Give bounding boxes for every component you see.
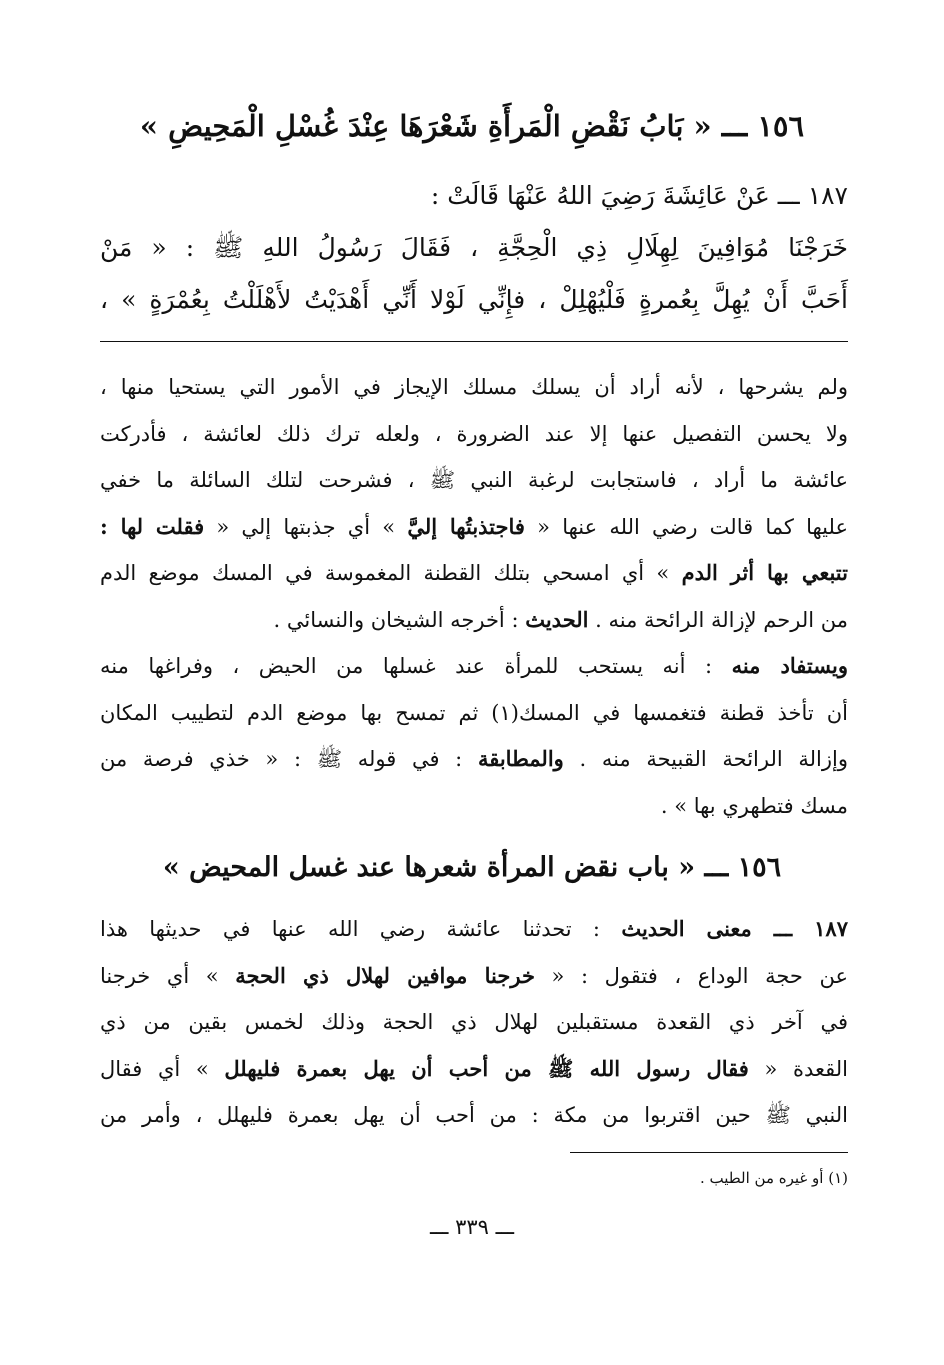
- text-line: [100, 1092, 848, 1139]
- text-segment: وإزالة الرائحة القبيحة منه .: [563, 747, 848, 771]
- explanation-text: [100, 906, 848, 1139]
- bold-phrase: ١٨٧ ـــ معنى الحديث: [621, 916, 848, 941]
- text-segment: : أخرجه الشيخان والنسائي .: [273, 607, 526, 632]
- text-segment: في آخر ذي القعدة مستقبلين لهلال ذي الحجة وذلك لخمس بقين من ذي: [100, 1010, 848, 1034]
- text-segment: » أي فقال: [100, 1056, 225, 1081]
- bold-phrase: فقال رسول الله ﷺ من أحب أن يهل بعمرة فليهلل: [224, 1055, 749, 1081]
- hadith-line: ١٨٧ ـــ عَنْ عَائِشَةَ رَضِيَ اللهُ عَنْهَا قَالَتْ :: [430, 181, 848, 210]
- text-segment: ولم يشرحها ، لأنه أراد أن يسلك مسلك الإيجاز في الأمور التي يستحيا منها ،: [100, 375, 848, 399]
- chapter-heading: ١٥٦ ـــ « باب نقض المرأة شعرها عند غسل المحيض »: [162, 852, 782, 883]
- bold-phrase: والمطابقة: [477, 746, 564, 771]
- bold-phrase: ويستفاد منه: [731, 653, 848, 678]
- text-line: [100, 364, 848, 411]
- text-line: [100, 597, 848, 644]
- text-line: [100, 736, 848, 783]
- footnote-divider: [570, 1152, 848, 1153]
- text-segment: من الرحم لإزالة الرائحة منه .: [588, 607, 848, 632]
- text-line: [100, 906, 848, 953]
- text-segment: : أنه يستحب للمرأة عند غسلها من الحيض ، وفراغها منه: [100, 654, 732, 678]
- text-segment: أن تأخذ قطنة فتغمسها في المسك(١) ثم تمسح بها موضع الدم لتطييب المكان: [100, 700, 848, 725]
- text-line: [100, 690, 848, 737]
- bold-phrase: فقلت لها :: [100, 513, 205, 539]
- hadith-text: [100, 170, 848, 326]
- text-segment: » أي خرجنا: [100, 963, 236, 988]
- hadith-line: أَحَبَّ أَنْ يُهِلَّ بِعُمرةٍ فَلْيُهْلِلْ ، فإِنِّي لَوْلا أَنِّي أَهْدَيْتُ لأَهْلَلْتُ بِعُمْرَةٍ » ،: [100, 285, 848, 314]
- text-segment: القعدة «: [748, 1056, 848, 1081]
- hadith-line: خَرَجْنَا مُوَافِينَ لِهِلَالِ ذِي الْحِجَّةِ ، فَقَالَ رَسُولُ اللهِ ﷺ : « مَنْ: [100, 233, 848, 262]
- text-line: [100, 1046, 848, 1093]
- text-segment: عن حجة الوداع ، فتقول : «: [534, 963, 848, 988]
- page-number: ـــ ٣٣٩ ـــ: [429, 1215, 515, 1239]
- chapter-heading-vocalized: ١٥٦ ـــ « بَابُ نَقْضِ الْمَرأَةِ شَعْرَهَا عِنْدَ غُسْلِ الْمَحِيضِ »: [139, 109, 805, 143]
- text-segment: عليها كما قالت رضي الله عنها «: [524, 514, 848, 539]
- bold-phrase: فاجتذبتُها إليَّ: [407, 513, 525, 539]
- text-segment: مسك فتطهري بها » .: [660, 793, 848, 818]
- text-line: [100, 999, 848, 1046]
- commentary-text: [100, 364, 848, 829]
- text-line: [100, 411, 848, 458]
- text-segment: : في قوله ﷺ : « خذي فرصة من: [100, 747, 478, 771]
- text-line: [100, 643, 848, 690]
- footnote: (١) أو غيره من الطيب .: [699, 1169, 848, 1187]
- text-line: [100, 550, 848, 597]
- text-line: [100, 504, 848, 551]
- text-line: [100, 783, 848, 830]
- text-line: [100, 457, 848, 504]
- bold-phrase: الحديث: [525, 606, 589, 632]
- bold-phrase: خرجنا موافين لهلال ذي الحجة: [235, 962, 535, 988]
- text-segment: ولا يحسن التفصيل عنها إلا عند الضرورة ، ولعله ترك ذلك لعائشة ، فأدركت: [100, 421, 848, 446]
- text-segment: النبي ﷺ حين اقتربوا من مكة : من أحب أن يهل بعمرة فليهلل ، وأمر من: [100, 1103, 848, 1127]
- text-segment: عائشة ما أراد ، فاستجابت لرغبة النبي ﷺ ، فشرحت لتلك السائلة ما خفي: [100, 468, 849, 492]
- bold-phrase: تتبعي بها أثر الدم: [681, 560, 848, 585]
- text-line: [100, 953, 848, 1000]
- text-segment: : تحدثنا عائشة رضي الله عنها في حديثها هذا: [100, 917, 622, 941]
- text-segment: » أي جذبتها إلي «: [204, 514, 408, 539]
- section-divider: [100, 341, 848, 342]
- text-segment: » أي امسحي بتلك القطنة المغموسة في المسك موضع الدم: [100, 561, 682, 585]
